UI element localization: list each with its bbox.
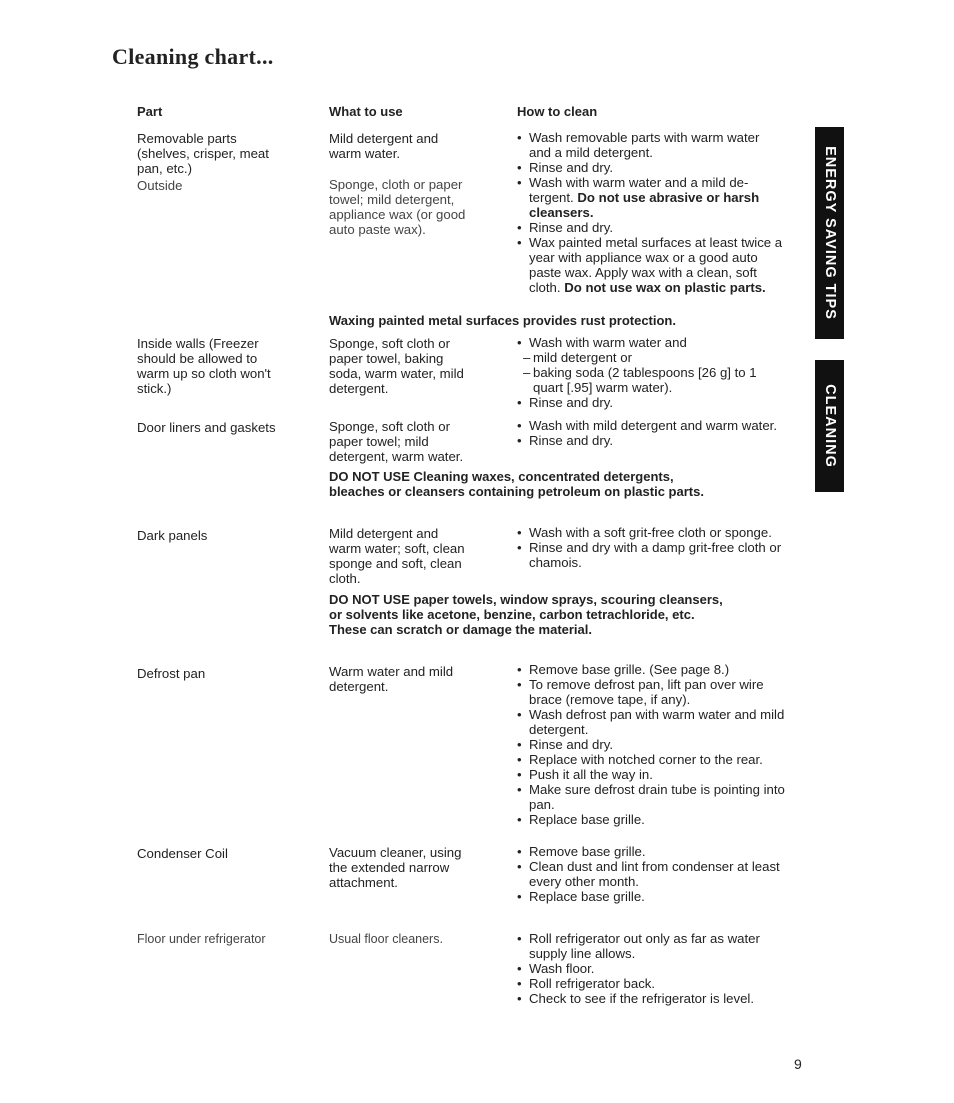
what-dark-panels: Mild detergent and warm water; soft, clean sponge and soft, clean cloth. xyxy=(329,526,465,586)
how-door-liners xyxy=(517,418,785,448)
note-do-not-use-waxes: DO NOT USE Cleaning waxes, concentrated detergents, bleaches or cleansers containing petroleum on plastic parts. xyxy=(329,469,704,499)
part-outside: Outside xyxy=(137,178,183,193)
part-door-liners: Door liners and gaskets xyxy=(137,420,276,435)
list-item: • Check to see if the refrigerator is level. xyxy=(517,991,785,1006)
list-item xyxy=(517,175,785,220)
what-defrost-pan: Warm water and mild detergent. xyxy=(329,664,454,694)
list-item: • Rinse and dry. xyxy=(517,160,785,175)
what-condenser-coil: Vacuum cleaner, using the extended narrow attachment. xyxy=(329,845,462,890)
list-item: • Replace base grille. xyxy=(517,889,785,904)
how-dark-panels xyxy=(517,525,785,570)
list-item: • Rinse and dry. xyxy=(517,220,785,235)
part-dark-panels: Dark panels xyxy=(137,528,208,543)
list-item: • Rinse and dry. xyxy=(517,433,785,448)
list-item: • Roll refrigerator back. xyxy=(517,976,785,991)
part-defrost-pan: Defrost pan xyxy=(137,666,206,681)
list-item: • Wash removable parts with warm water and a mild detergent. xyxy=(517,130,785,160)
how-inside-walls xyxy=(517,335,785,410)
list-item: • Remove base grille. (See page 8.) xyxy=(517,662,785,677)
tab-cleaning xyxy=(815,360,844,492)
tab-energy-label: ENERGY SAVING TIPS xyxy=(821,146,838,320)
instruction-text: Wax painted metal surfaces at least twice a year with appliance wax or a good auto paste wax. Apply wax with a clean, soft cloth. xyxy=(529,235,783,295)
list-item: • Wash with warm water and xyxy=(517,335,785,350)
list-item: • Wash floor. xyxy=(517,961,785,976)
list-item: • Wash with a soft grit-free cloth or sponge. xyxy=(517,525,785,540)
what-removable-parts: Mild detergent and warm water. xyxy=(329,131,439,161)
list-item: • Replace base grille. xyxy=(517,812,785,827)
list-item: • Replace with notched corner to the rear. xyxy=(517,752,785,767)
what-door-liners: Sponge, soft cloth or paper towel; mild detergent, warm water. xyxy=(329,419,464,464)
note-do-not-use-paper-towels: DO NOT USE paper towels, window sprays, scouring cleansers, or solvents like acetone, benzine, carbon tetrachloride, etc. These can scratch or damage the material. xyxy=(329,592,723,637)
how-defrost-pan xyxy=(517,662,785,827)
tab-energy-saving-tips xyxy=(815,127,844,339)
list-item xyxy=(517,235,785,295)
list-item: • Push it all the way in. xyxy=(517,767,785,782)
instruction-text: Wash with warm water and a mild de-tergent. xyxy=(529,175,749,205)
page-title: Cleaning chart... xyxy=(112,44,274,69)
part-inside-walls: Inside walls (Freezer should be allowed to warm up so cloth won't stick.) xyxy=(137,336,271,396)
part-floor: Floor under refrigerator xyxy=(137,932,266,946)
page-number: 9 xyxy=(794,1056,802,1072)
what-floor: Usual floor cleaners. xyxy=(329,932,443,946)
what-outside: Sponge, cloth or paper towel; mild detergent, appliance wax (or good auto paste wax). xyxy=(329,177,466,237)
what-inside-walls: Sponge, soft cloth or paper towel, baking soda, warm water, mild detergent. xyxy=(329,336,464,396)
note-waxing: Waxing painted metal surfaces provides rust protection. xyxy=(329,313,676,328)
list-item: • Rinse and dry with a damp grit-free cloth or chamois. xyxy=(517,540,785,570)
warning-text: Do not use abrasive or harsh cleansers. xyxy=(529,190,760,220)
how-condenser-coil xyxy=(517,844,785,904)
how-outside xyxy=(517,175,785,295)
warning-text: Do not use wax on plastic parts. xyxy=(564,280,766,295)
list-item: • Remove base grille. xyxy=(517,844,785,859)
list-subitem: – mild detergent or xyxy=(521,350,785,365)
list-item: • Rinse and dry. xyxy=(517,395,785,410)
list-item: • Roll refrigerator out only as far as water supply line allows. xyxy=(517,931,785,961)
part-removable-parts: Removable parts (shelves, crisper, meat pan, etc.) xyxy=(137,131,269,176)
column-header-how-to-clean: How to clean xyxy=(517,104,598,119)
tab-cleaning-label: CLEANING xyxy=(821,384,838,468)
how-floor xyxy=(517,931,785,1006)
list-item: • Make sure defrost drain tube is pointing into pan. xyxy=(517,782,785,812)
column-header-part: Part xyxy=(137,104,163,119)
list-item: • To remove defrost pan, lift pan over wire brace (remove tape, if any). xyxy=(517,677,785,707)
part-condenser-coil: Condenser Coil xyxy=(137,846,228,861)
list-item: • Rinse and dry. xyxy=(517,737,785,752)
list-item: • Wash with mild detergent and warm water. xyxy=(517,418,785,433)
list-item: • Clean dust and lint from condenser at least every other month. xyxy=(517,859,785,889)
column-header-what-to-use: What to use xyxy=(329,104,403,119)
list-item: • Wash defrost pan with warm water and mild detergent. xyxy=(517,707,785,737)
list-subitem: – baking soda (2 tablespoons [26 g] to 1 quart [.95] warm water). xyxy=(521,365,785,395)
how-removable-parts xyxy=(517,130,785,175)
